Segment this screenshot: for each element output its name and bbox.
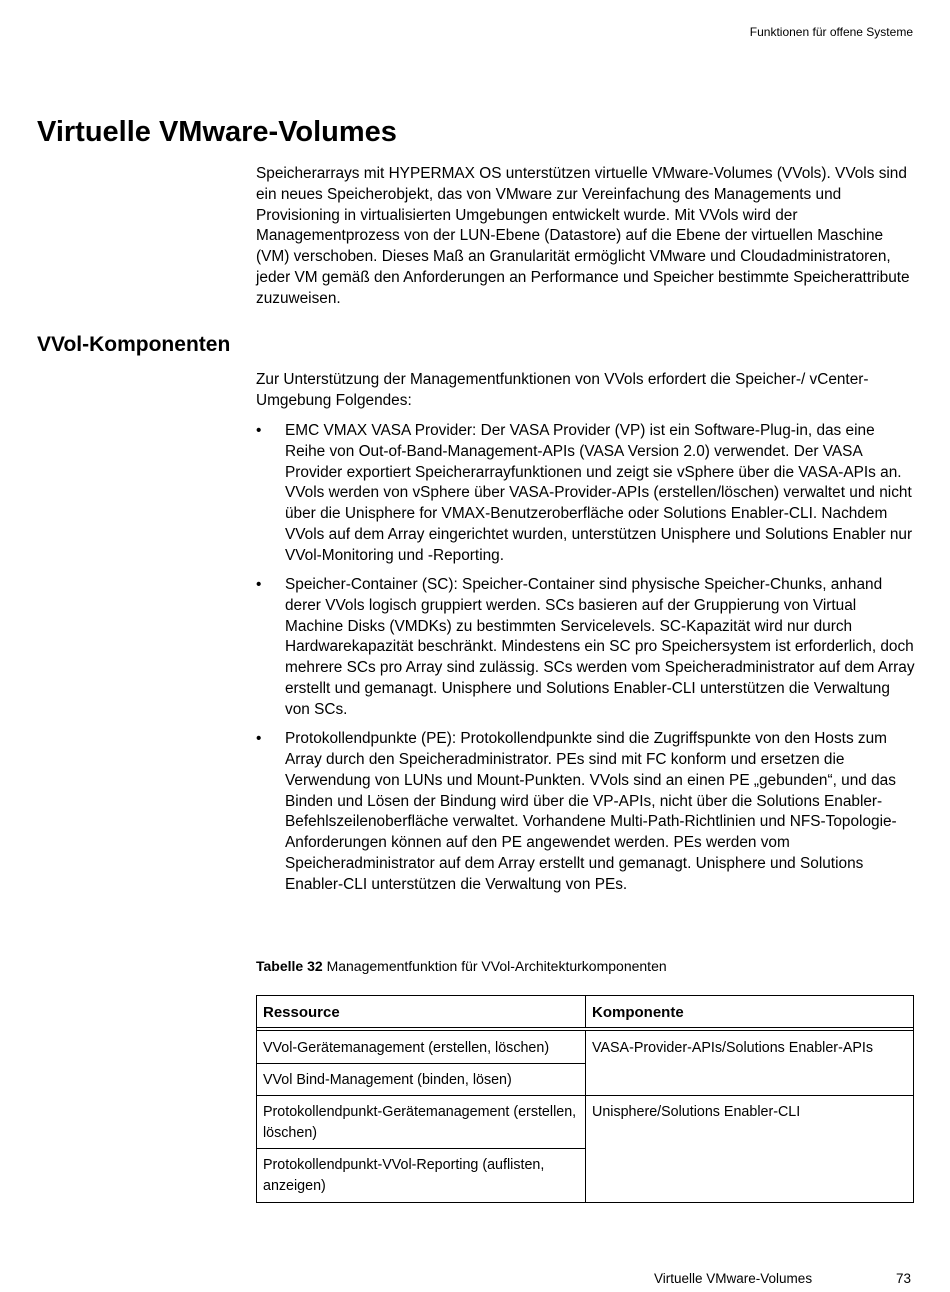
lead-paragraph: Zur Unterstützung der Managementfunktionen von VVols erfordert die Speicher-/ vCenter-Umgebung Folgendes: bbox=[256, 371, 869, 409]
table-cell-resource: VVol Bind-Management (binden, lösen) bbox=[263, 1072, 512, 1088]
table-cell-component: VASA-Provider-APIs/Solutions Enabler-APIs bbox=[592, 1040, 874, 1056]
list-item-text: EMC VMAX VASA Provider: Der VASA Provider (VP) ist ein Software-Plug-in, das eine Reihe von Out-of-Band-Management-APIs (VASA Version 2.0) verwendet. Der VASA Provider exportiert Speicherarrayfunktionen und zeigt sie vSphere über die VASA-APIs an. VVols werden von vSphere über VASA-Provider-APIs (erstellen/löschen) verwaltet und nicht über die Unisphere for VMAX-Benutzeroberfläche oder Solutions Enabler-CLI. Nachdem VVols auf dem Array eingerichtet wurden, unterstützen Unisphere und Solutions Enabler nur VVol-Monitoring und -Reporting. bbox=[285, 422, 913, 564]
list-item bbox=[256, 575, 916, 721]
list-item-text: Protokollendpunkte (PE): Protokollendpunkte sind die Zugriffspunkte von den Hosts zum Array durch den Speicheradministrator. PEs sind mit FC konform und ersetzen die Verwendung von LUNs und Mount-Punkten. VVols sind an einen PE „gebunden“, und das Binden und Lösen der Bindung wird über die VP-APIs, nicht über die Solutions Enabler-Befehlszeilenoberfläche verwaltet. Vorhandene Multi-Path-Richtlinien und NFS-Topologie-Anforderungen können auf den PE angewendet werden. PEs werden vom Speicheradministrator auf dem Array erstellt und gemanagt. Unisphere und Solutions Enabler-CLI unterstützen die Verwaltung von PEs. bbox=[285, 730, 897, 893]
table-header-rule bbox=[257, 1027, 913, 1031]
list-item-text: Speicher-Container (SC): Speicher-Container sind physische Speicher-Chunks, anhand derer VVols logisch gruppiert werden. SCs basieren auf der Gruppierung von Virtual Machine Disks (VMDKs) zu bestimmten Servicelevels. SC-Kapazität wird nur durch Hardwarekapazität beschränkt. Mindestens ein SC pro Speichersystem ist erforderlich, doch mehrere SCs pro Array sind zulässig. SCs werden vom Speicheradministrator auf dem Array erstellt und gemanagt. Unisphere und Solutions Enabler-CLI unterstützen die Verwaltung von SCs. bbox=[285, 576, 915, 718]
table-cell-resource: VVol-Gerätemanagement (erstellen, löschen) bbox=[263, 1040, 550, 1056]
table-caption-label: Tabelle 32 bbox=[256, 958, 323, 974]
subsection-title: VVol-Komponenten bbox=[37, 333, 231, 356]
list-item bbox=[256, 421, 916, 567]
table-caption-text: Managementfunktion für VVol-Architekturkomponenten bbox=[326, 958, 667, 974]
component-list bbox=[256, 421, 916, 904]
table-caption bbox=[256, 956, 667, 976]
table-cell-component: Unisphere/Solutions Enabler-CLI bbox=[592, 1104, 801, 1120]
page-number: 73 bbox=[895, 1271, 911, 1286]
table-header-resource: Ressource bbox=[263, 1004, 340, 1021]
intro-paragraph: Speicherarrays mit HYPERMAX OS unterstützen virtuelle VMware-Volumes (VVols). VVols sind ein neues Speicherobjekt, das von VMware zur Vereinfachung des Managements und Provisioning in virtualisierten Umgebungen entwickelt wurde. Mit VVols wird der Managementprozess von der LUN-Ebene (Datastore) auf die Ebene der virtuellen Maschine (VM) verschoben. Dieses Maß an Granularität ermöglicht VMware und Cloudadministratoren, jeder VM gemäß den Anforderungen an Performance und Speicher bestimmte Speicherattribute zuzuweisen. bbox=[256, 165, 910, 307]
bullet-icon: • bbox=[256, 730, 262, 748]
bullet-icon: • bbox=[256, 422, 262, 439]
running-footer: Virtuelle VMware-Volumes bbox=[654, 1271, 813, 1286]
component-table bbox=[256, 995, 914, 1203]
table-cell-resource: Protokollendpunkt-Gerätemanagement (erstellen, löschen) bbox=[263, 1104, 577, 1141]
table-header-component: Komponente bbox=[592, 1004, 684, 1021]
table-cell-resource: Protokollendpunkt-VVol-Reporting (auflisten, anzeigen) bbox=[263, 1157, 545, 1194]
section-title: Virtuelle VMware-Volumes bbox=[37, 116, 397, 148]
bullet-icon: • bbox=[256, 576, 262, 594]
running-header: Funktionen für offene Systeme bbox=[749, 25, 913, 39]
list-item bbox=[256, 729, 916, 895]
